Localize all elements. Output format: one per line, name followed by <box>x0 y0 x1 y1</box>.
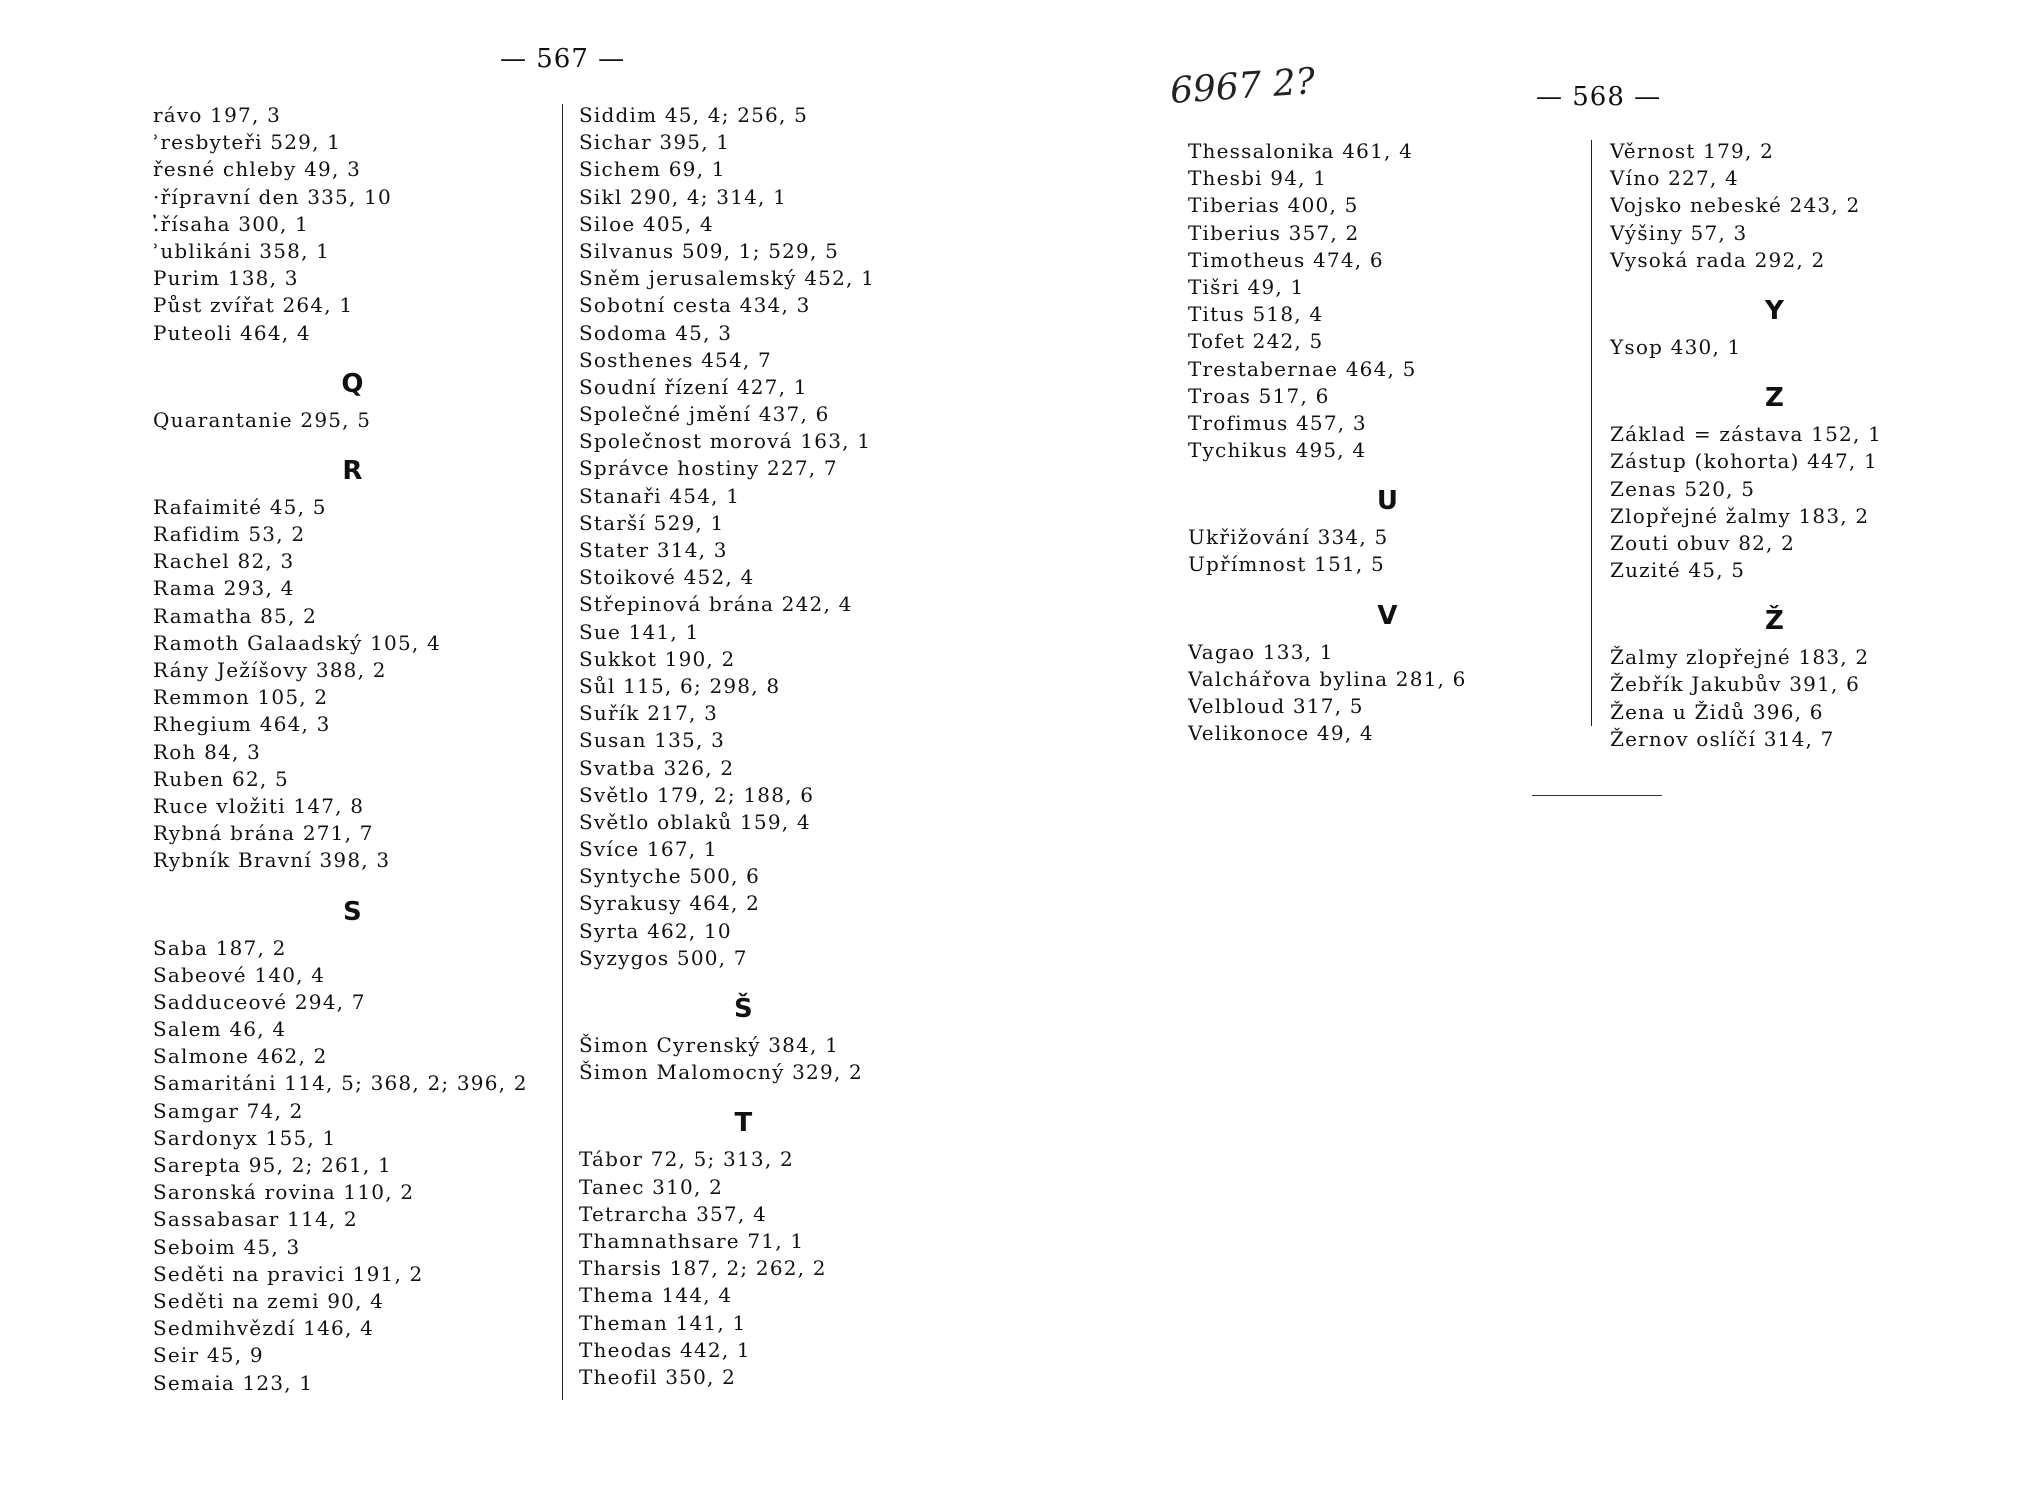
index-entry: Ruben 62, 5 <box>153 766 289 791</box>
index-column-left-1 <box>153 102 553 1397</box>
index-entry: Sněm jerusalemský 452, 1 <box>579 266 876 291</box>
index-entry: Základ = zástava 152, 1 <box>1610 422 1883 447</box>
index-entry: Svatba 326, 2 <box>579 755 735 780</box>
index-entry: Thamnathsare 71, 1 <box>579 1228 805 1253</box>
index-entry: Sůl 115, 6; 298, 8 <box>579 673 781 698</box>
index-entry: Syrakusy 464, 2 <box>579 891 761 916</box>
index-entry: Velikonoce 49, 4 <box>1188 721 1374 746</box>
index-entry: Thema 144, 4 <box>579 1283 733 1308</box>
index-entry: Theodas 442, 1 <box>579 1337 751 1362</box>
index-entry: Stanaři 454, 1 <box>579 483 741 508</box>
index-entry: Semaia 123, 1 <box>153 1370 314 1395</box>
index-entry: Valchářova bylina 281, 6 <box>1188 666 1467 691</box>
letter-heading: V <box>1377 600 1399 631</box>
index-entry: Seděti na zemi 90, 4 <box>153 1288 385 1313</box>
index-entry: Thessalonika 461, 4 <box>1188 139 1414 163</box>
index-entry: Rhegium 464, 3 <box>153 712 331 737</box>
index-entry: ·řípravní den 335, 10 <box>153 184 392 209</box>
index-entry: Šimon Cyrenský 384, 1 <box>579 1033 840 1057</box>
index-entry: Trestabernae 464, 5 <box>1188 356 1417 381</box>
index-entry: Žena u Židů 396, 6 <box>1610 699 1824 724</box>
letter-heading: U <box>1376 486 1400 517</box>
index-entry: Zlopřejné žalmy 183, 2 <box>1610 503 1870 528</box>
index-entry: Salem 46, 4 <box>153 1017 287 1042</box>
index-entry: Salmone 462, 2 <box>153 1044 328 1069</box>
index-entry: Sedmihvězdí 146, 4 <box>153 1316 375 1341</box>
index-entry: Vojsko nebeské 243, 2 <box>1610 193 1861 218</box>
index-entry: Sassabasar 114, 2 <box>153 1207 358 1232</box>
letter-heading: Y <box>1764 295 1786 326</box>
index-entry: Stoikové 452, 4 <box>579 565 755 590</box>
index-entry: Quarantanie 295, 5 <box>153 407 372 432</box>
index-entry: Zenas 520, 5 <box>1610 476 1756 501</box>
page-number-567: — 567 — <box>500 44 626 74</box>
index-entry: Sarepta 95, 2; 261, 1 <box>153 1153 392 1177</box>
index-entry: Thesbi 94, 1 <box>1188 166 1328 191</box>
index-entry: Seboim 45, 3 <box>153 1234 301 1259</box>
index-entry: Tetrarcha 357, 4 <box>579 1201 767 1226</box>
index-entry: Zuzité 45, 5 <box>1610 558 1746 583</box>
index-entry: ʾresbyteři 529, 1 <box>153 130 342 155</box>
index-entry: Tanec 310, 2 <box>579 1174 723 1199</box>
index-entry: Rybná brána 271, 7 <box>153 821 374 846</box>
index-entry: Siddim 45, 4; 256, 5 <box>579 103 809 127</box>
index-entry: .̓řísaha 300, 1 <box>153 211 310 236</box>
index-entry: Silvanus 509, 1; 529, 5 <box>579 238 840 263</box>
letter-heading: T <box>734 1108 754 1139</box>
index-entry: Sobotní cesta 434, 3 <box>579 293 811 318</box>
index-entry: Syrta 462, 10 <box>579 918 732 943</box>
index-entry: Timotheus 474, 6 <box>1188 247 1384 272</box>
index-entry: Seděti na pravici 191, 2 <box>153 1261 424 1286</box>
index-column-right-2 <box>1610 138 1940 753</box>
index-entry: Ukřižování 334, 5 <box>1188 525 1389 550</box>
index-entry: Šimon Malomocný 329, 2 <box>579 1060 863 1085</box>
index-entry: Žalmy zlopřejné 183, 2 <box>1610 645 1870 670</box>
index-entry: Velbloud 317, 5 <box>1188 694 1364 718</box>
letter-heading: R <box>342 455 364 486</box>
index-entry: Soudní řízení 427, 1 <box>579 374 808 399</box>
index-column-left-2 <box>579 102 909 1391</box>
index-entry: Ramatha 85, 2 <box>153 603 318 628</box>
index-entry: Společné jmění 437, 6 <box>579 402 830 427</box>
letter-heading: S <box>343 896 363 927</box>
index-entry: Svíce 167, 1 <box>579 837 718 862</box>
index-entry: Rány Ježíšovy 388, 2 <box>153 658 387 682</box>
index-entry: Roh 84, 3 <box>153 739 262 764</box>
index-entry: Tharsis 187, 2; 262, 2 <box>579 1256 827 1281</box>
index-entry: Saba 187, 2 <box>153 935 287 960</box>
index-entry: Tábor 72, 5; 313, 2 <box>579 1147 794 1172</box>
index-entry: Remmon 105, 2 <box>153 685 329 710</box>
index-entry: Saronská rovina 110, 2 <box>153 1180 415 1205</box>
index-entry: Rama 293, 4 <box>153 576 295 601</box>
index-entry: Troas 517, 6 <box>1188 383 1330 408</box>
index-entry: Střepinová brána 242, 4 <box>579 592 853 617</box>
index-entry: Seir 45, 9 <box>153 1343 264 1368</box>
index-entry: Tychikus 495, 4 <box>1188 438 1367 463</box>
column-divider-left <box>562 104 563 1400</box>
index-entry: Theman 141, 1 <box>579 1310 747 1335</box>
index-entry: rávo 197, 3 <box>153 103 281 127</box>
letter-heading: Š <box>734 994 754 1024</box>
index-entry: Výšiny 57, 3 <box>1610 220 1748 245</box>
index-entry: Společnost morová 163, 1 <box>579 429 872 454</box>
index-entry: Víno 227, 4 <box>1610 166 1739 191</box>
index-entry: Žebřík Jakubův 391, 6 <box>1610 672 1861 697</box>
page-number-568: — 568 — <box>1536 82 1662 112</box>
index-entry: Sardonyx 155, 1 <box>153 1125 337 1150</box>
index-entry: Věrnost 179, 2 <box>1610 139 1774 163</box>
index-entry: Samaritáni 114, 5; 368, 2; 396, 2 <box>153 1071 528 1096</box>
index-entry: Rachel 82, 3 <box>153 549 295 574</box>
index-entry: Syzygos 500, 7 <box>579 945 748 970</box>
index-entry: Sukkot 190, 2 <box>579 646 736 671</box>
letter-heading: Z <box>1764 383 1786 414</box>
letter-heading: Q <box>341 368 365 399</box>
index-entry: Žernov oslíčí 314, 7 <box>1610 726 1835 751</box>
index-entry: Suřík 217, 3 <box>579 701 719 726</box>
index-entry: Světlo 179, 2; 188, 6 <box>579 782 815 807</box>
index-entry: Susan 135, 3 <box>579 728 726 753</box>
index-entry: Syntyche 500, 6 <box>579 864 761 889</box>
index-entry: Rafaimité 45, 5 <box>153 494 327 519</box>
index-entry: ʾublikáni 358, 1 <box>153 238 331 263</box>
index-entry: Stater 314, 3 <box>579 538 728 562</box>
index-entry: Ruce vložiti 147, 8 <box>153 793 365 818</box>
index-entry: Puteoli 464, 4 <box>153 320 311 345</box>
index-entry: Titus 518, 4 <box>1188 302 1324 327</box>
index-entry: Sosthenes 454, 7 <box>579 347 772 372</box>
index-entry: Půst zvířat 264, 1 <box>153 293 354 318</box>
index-entry: Samgar 74, 2 <box>153 1098 304 1123</box>
index-entry: Sadduceové 294, 7 <box>153 989 366 1014</box>
index-entry: Ysop 430, 1 <box>1610 334 1742 359</box>
index-entry: Sabeové 140, 4 <box>153 962 326 987</box>
index-entry: Theofil 350, 2 <box>579 1364 737 1389</box>
index-entry: Světlo oblaků 159, 4 <box>579 809 811 834</box>
handwritten-shelf-mark: 6967 2? <box>1168 60 1317 113</box>
index-entry: Vysoká rada 292, 2 <box>1610 247 1826 272</box>
index-entry: Sichem 69, 1 <box>579 157 726 182</box>
index-entry: řesné chleby 49, 3 <box>153 157 361 182</box>
index-entry: Starší 529, 1 <box>579 510 725 535</box>
index-entry: Rafidim 53, 2 <box>153 522 306 547</box>
index-entry: Správce hostiny 227, 7 <box>579 456 838 481</box>
index-entry: Vagao 133, 1 <box>1188 639 1334 664</box>
index-entry: Sichar 395, 1 <box>579 130 731 155</box>
index-entry: Tiberias 400, 5 <box>1188 193 1359 218</box>
end-rule <box>1532 795 1662 796</box>
index-entry: Rybník Bravní 398, 3 <box>153 848 391 873</box>
index-entry: Zouti obuv 82, 2 <box>1610 530 1796 555</box>
column-divider-right <box>1591 140 1592 726</box>
index-entry: Trofimus 457, 3 <box>1188 410 1367 435</box>
index-entry: Sodoma 45, 3 <box>579 320 733 345</box>
index-entry: Tišri 49, 1 <box>1188 274 1305 299</box>
index-entry: Sikl 290, 4; 314, 1 <box>579 184 788 209</box>
index-entry: Upřímnost 151, 5 <box>1188 552 1385 577</box>
index-entry: Tofet 242, 5 <box>1188 329 1324 354</box>
index-entry: Zástup (kohorta) 447, 1 <box>1610 449 1878 474</box>
index-entry: Ramoth Galaadský 105, 4 <box>153 630 441 655</box>
index-entry: Tiberius 357, 2 <box>1188 220 1360 245</box>
letter-heading: Ž <box>1764 606 1786 637</box>
index-entry: Sue 141, 1 <box>579 619 700 644</box>
index-entry: Siloe 405, 4 <box>579 211 714 236</box>
index-entry: Purim 138, 3 <box>153 266 299 291</box>
index-column-right-1 <box>1188 138 1588 747</box>
